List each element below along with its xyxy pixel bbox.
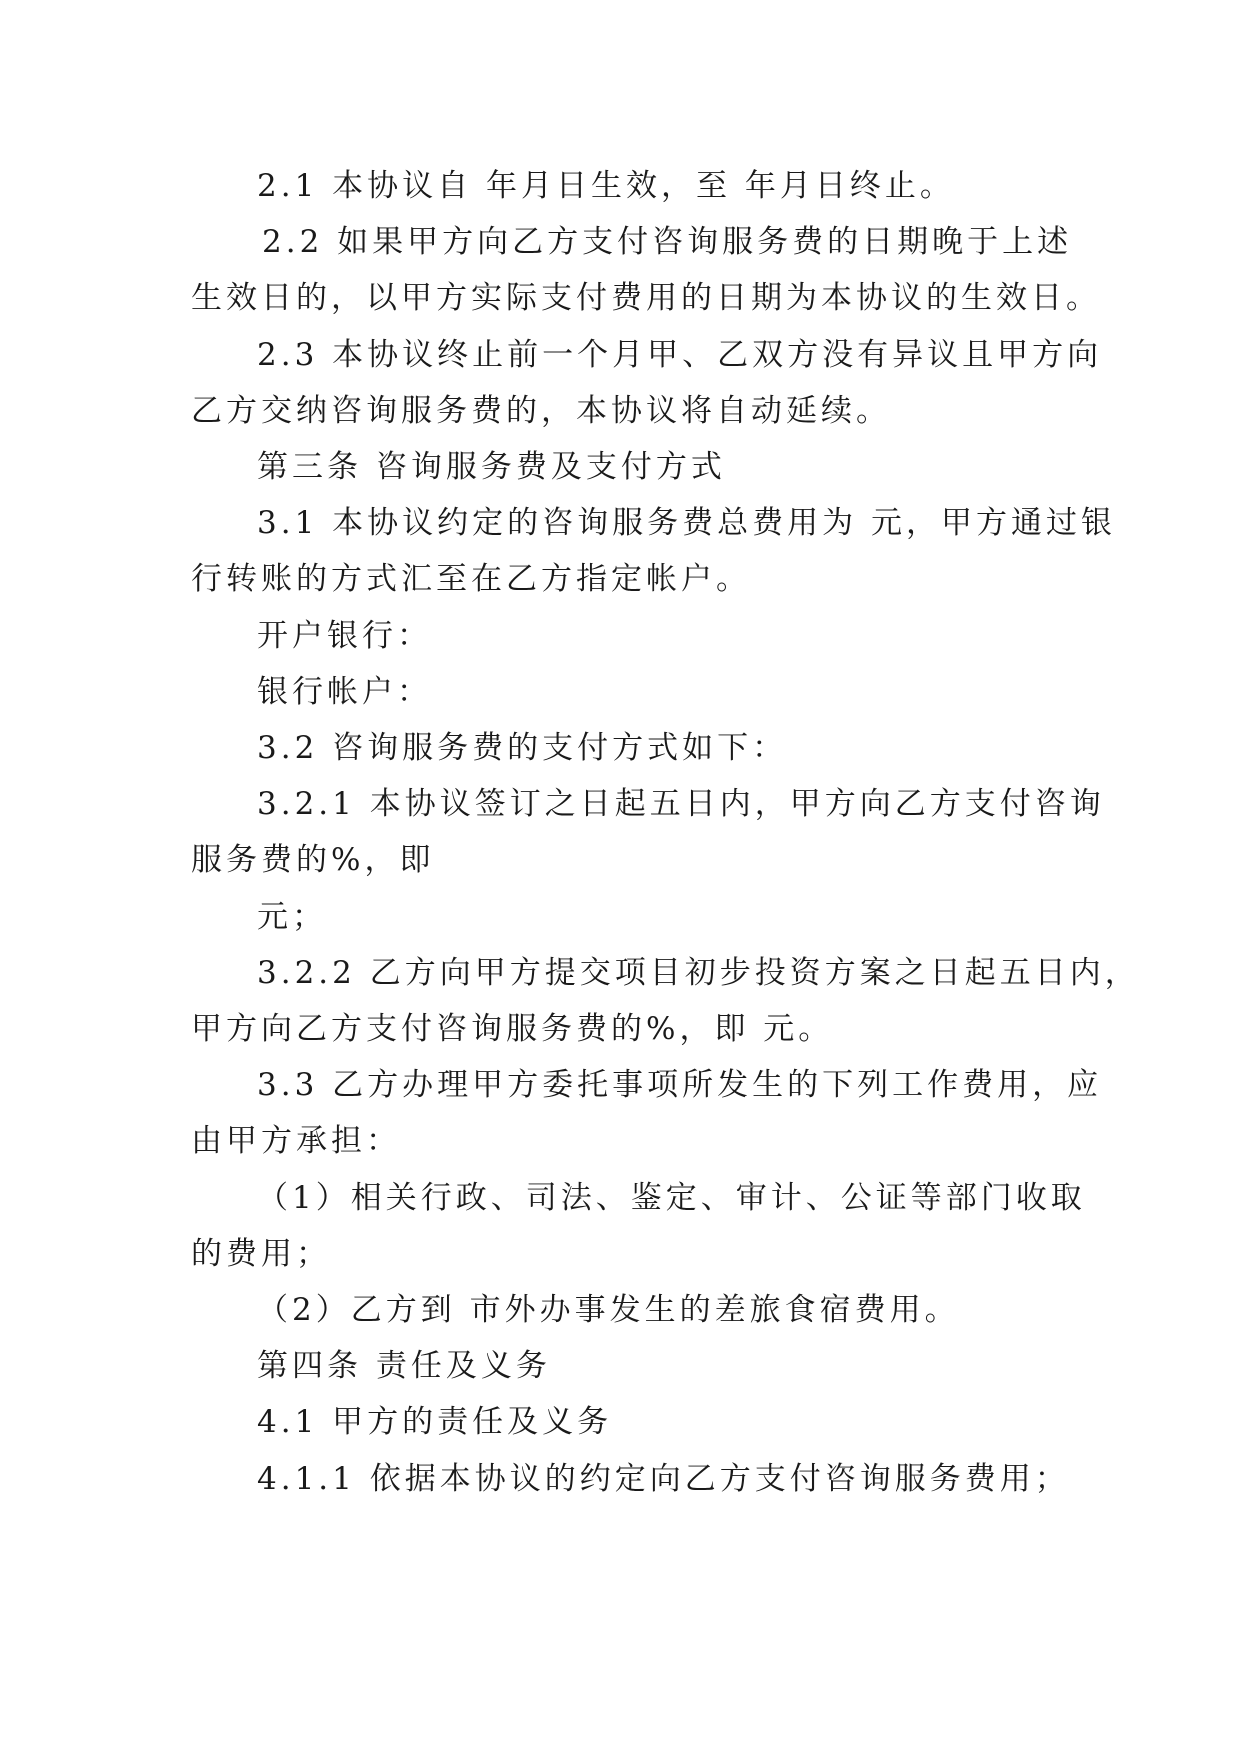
clause-3-2-2-line-1: 3.2.2 乙方向甲方提交项目初步投资方案之日起五日内， [257, 955, 1140, 991]
clause-2-2-line-2: 生效日的，以甲方实际支付费用的日期为本协议的生效日。 [191, 280, 1101, 316]
item-1-line-1: （1）相关行政、司法、鉴定、审计、公证等部门收取 [257, 1180, 1086, 1216]
clause-4-1: 4.1 甲方的责任及义务 [257, 1404, 613, 1440]
clause-2-1: 2.1 本协议自 年月日生效，至 年月日终止。 [257, 168, 955, 204]
item-2: （2）乙方到 市外办事发生的差旅食宿费用。 [257, 1292, 960, 1328]
bank-account-field: 银行帐户： [257, 674, 432, 710]
clause-2-3-line-1: 2.3 本协议终止前一个月甲、乙双方没有异议且甲方向 [257, 337, 1103, 373]
clause-2-3-line-2: 乙方交纳咨询服务费的，本协议将自动延续。 [191, 393, 891, 429]
article-4-heading: 第四条 责任及义务 [257, 1348, 551, 1384]
clause-2-2-line-1: 2.2 如果甲方向乙方支付咨询服务费的日期晚于上述 [262, 224, 1073, 260]
clause-3-1-line-2: 行转账的方式汇至在乙方指定帐户。 [191, 561, 751, 597]
clause-3-2-1-line-3: 元； [257, 899, 327, 935]
clause-3-2-1-line-2: 服务费的%，即 [191, 842, 435, 878]
clause-3-2-1-line-1: 3.2.1 本协议签订之日起五日内，甲方向乙方支付咨询 [257, 786, 1105, 822]
clause-3-1-line-1: 3.1 本协议约定的咨询服务费总费用为 元，甲方通过银 [257, 505, 1117, 541]
clause-3-3-line-1: 3.3 乙方办理甲方委托事项所发生的下列工作费用，应 [257, 1067, 1103, 1103]
clause-3-3-line-2: 由甲方承担： [191, 1123, 401, 1159]
clause-3-2: 3.2 咨询服务费的支付方式如下： [257, 730, 788, 766]
clause-3-2-2-line-2: 甲方向乙方支付咨询服务费的%，即 元。 [191, 1011, 834, 1047]
item-1-line-2: 的费用； [191, 1236, 331, 1272]
bank-name-field: 开户银行： [257, 618, 432, 654]
article-3-heading: 第三条 咨询服务费及支付方式 [257, 449, 726, 485]
clause-4-1-1: 4.1.1 依据本协议的约定向乙方支付咨询服务费用； [257, 1461, 1070, 1497]
